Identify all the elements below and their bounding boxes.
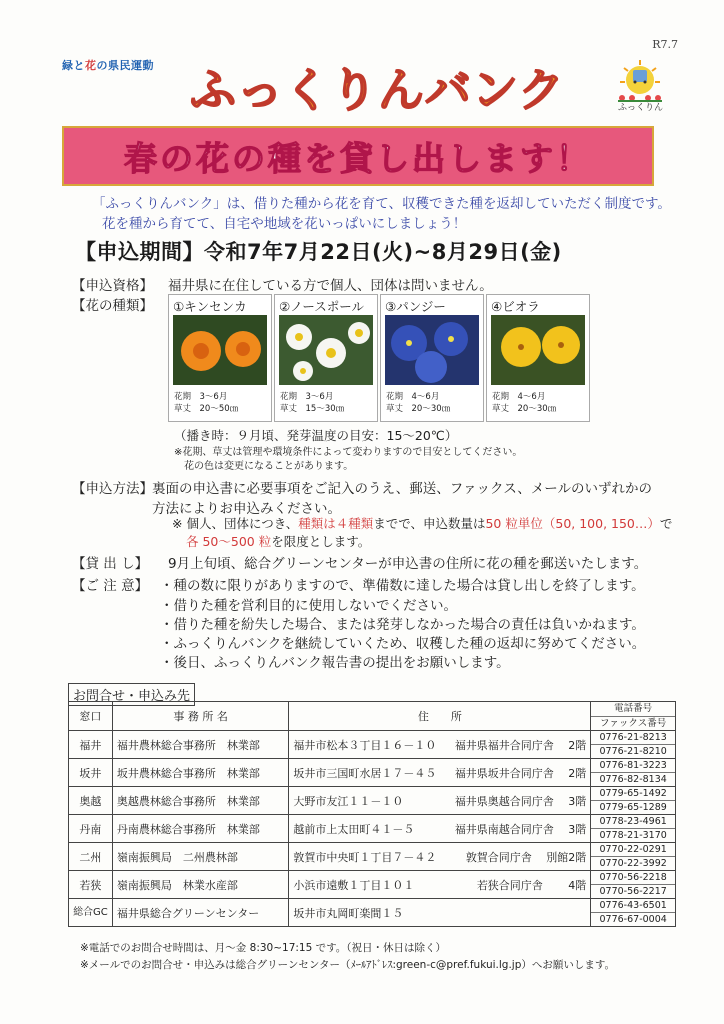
header-tel-fax [591,702,676,731]
contact-table [68,701,676,927]
flower-height: 草丈 20～30㎝ [386,404,451,414]
flower-period: 花期 4～6月 [492,392,546,402]
row-tel-fax [591,759,676,787]
contact-note-email: ※メールでのお問合せ・申込みは総合グリーンセンター（ﾒｰﾙｱﾄﾞﾚｽ:green-c@pref.fukui.lg.jp）へお願いします。 [80,959,616,971]
table-row [69,843,676,871]
row-window: 丹南 [69,815,113,843]
flower-note-1: ※花期、草丈は管理や環境条件によって変わりますので目安としてください。 [174,447,523,458]
method-seed-unit: 50 粒単位（50, 100, 150…） [485,516,660,531]
caution-item: ・借りた種を紛失した場合、または発芽しなかった場合の責任は負いかねます。 [160,617,645,633]
page-title: ふっくりんバンク [190,63,566,117]
row-tel: 0776-43-6501 [591,899,675,913]
row-building: 若狭合同庁舎 4階 [476,878,587,892]
row-building: 福井県福井合同庁舎 2階 [454,738,587,752]
row-fax: 0770-22-3992 [599,858,667,869]
header-tel: 電話番号 [591,702,675,717]
table-row [69,899,676,927]
row-address-cell [289,899,591,927]
row-tel-fax [591,731,676,759]
flower-period: 花期 4～6月 [386,392,440,402]
row-office: 嶺南振興局 二州農林部 [112,843,288,871]
row-address: 敦賀市中央町１丁目７－４２ [293,850,437,864]
flower-height: 草丈 15～30㎝ [280,404,345,414]
row-address-cell [289,787,591,815]
row-fax: 0776-82-8134 [599,774,667,785]
eligibility-label: 【申込資格】 [72,278,153,294]
flower-name: ④ビオラ [491,299,540,314]
header-address: 住 所 [289,702,591,731]
campaign-tag-flower: 花 [85,59,97,72]
row-window: 総合GC [69,899,113,927]
eligibility-text: 福井県に在住している方で個人、団体は問いません。 [168,278,493,294]
row-office: 奥越農林総合事務所 林業部 [112,787,288,815]
flower-card-viola [486,294,590,422]
row-tel-fax [591,899,676,927]
row-address-cell [289,815,591,843]
northpole-photo-icon [279,315,373,385]
method-seed-limit: 各 50～500 粒 [186,534,272,549]
flower-height: 草丈 20～30㎝ [492,404,557,414]
flower-name: ②ノースポール [279,299,364,314]
method-line-4 [186,532,370,550]
row-window: 坂井 [69,759,113,787]
intro-line-2: 花を種から育てて、自宅や地域を花いっぱいにしましょう！ [102,216,467,232]
row-window: 奥越 [69,787,113,815]
row-building: 福井県奥越合同庁舎 3階 [454,794,587,808]
row-office: 丹南農林総合事務所 林業部 [112,815,288,843]
contact-note-phone: ※電話でのお問合せ時間は、月～金 8:30~17:15 です。（祝日・休日は除く） [80,942,447,954]
flower-name: ③パンジー [385,299,446,314]
pansy-photo-icon [385,315,479,385]
flower-card-northpole [274,294,378,422]
method-line-1: 裏面の申込書に必要事項をご記入のうえ、郵送、ファックス、メールのいずれかの [152,481,653,497]
flower-period: 花期 3～6月 [174,392,228,402]
row-office: 坂井農林総合事務所 林業部 [112,759,288,787]
row-tel: 0776-81-3223 [591,759,675,773]
flower-height: 草丈 20～50㎝ [174,404,239,414]
row-address: 福井市松本３丁目１６－１０ [293,738,437,752]
table-row [69,759,676,787]
table-row [69,871,676,899]
flower-period: 花期 3～6月 [280,392,334,402]
flower-types-label: 【花の種類】 [72,298,153,314]
table-row [69,815,676,843]
lending-label: 【貸 出 し】 [72,556,149,572]
row-office: 福井農林総合事務所 林業部 [112,731,288,759]
caution-item: ・種の数に限りがありますので、準備数に達した場合は貸し出しを終了します。 [160,578,645,594]
method-line-4-suffix: を限度とします。 [271,534,371,549]
row-window: 二州 [69,843,113,871]
row-address: 小浜市遠敷１丁目１０１ [293,878,415,892]
flower-note-2: 花の色は変更になることがあります。 [184,461,354,472]
row-fax: 0776-67-0004 [599,914,667,925]
application-period: 【申込期間】令和7年7月22日(火)~8月29日(金) [75,240,562,264]
row-window: 若狭 [69,871,113,899]
row-fax: 0779-65-1289 [599,802,667,813]
table-header-row [69,702,676,731]
cautions-label: 【ご 注 意】 [72,578,149,594]
row-address: 坂井市丸岡町楽間１５ [293,906,404,920]
table-row [69,731,676,759]
method-line-3-suffix: で [659,516,673,531]
caution-item: ・借りた種を営利目的に使用しないでください。 [160,598,457,614]
method-line-3 [172,514,672,532]
row-address: 大野市友江１１－１０ [293,794,404,808]
row-tel-fax [591,815,676,843]
flower-card-kinsenka [168,294,272,422]
row-fax: 0778-21-3170 [599,830,667,841]
row-window: 福井 [69,731,113,759]
sowing-info: （播き時：９月頃、発芽温度の目安：15～20℃） [174,428,458,443]
header-fax: ファックス番号 [600,718,667,729]
row-fax: 0776-21-8210 [599,746,667,757]
method-line-3-prefix: ※ 個人、団体につき、 [172,516,299,531]
row-address: 坂井市三国町水居１７－４５ [293,766,437,780]
row-address-cell [289,871,591,899]
row-address-cell [289,759,591,787]
caution-item: ・後日、ふっくりんバンク報告書の提出をお願いします。 [160,655,510,671]
campaign-tag-rest: の県民運動 [96,59,154,72]
contact-title: お問合せ・申込み先 [68,683,195,706]
table-row [69,787,676,815]
intro-line-1: 「ふっくりんバンク」は、借りた種から花を育て、収穫できた種を返却していただく制度です。 [92,196,671,212]
row-address-cell [289,731,591,759]
row-tel: 0770-22-0291 [591,843,675,857]
flower-name: ①キンセンカ [173,299,247,314]
row-tel: 0770-56-2218 [591,871,675,885]
banner-text: 春の花の種を貸し出します！ [124,138,592,178]
row-address: 越前市上太田町４１－５ [293,822,415,836]
method-line-3-mid: までで、申込数量は [373,516,486,531]
row-tel-fax [591,843,676,871]
campaign-tag-green: 緑と [62,59,85,72]
row-tel: 0776-21-8213 [591,731,675,745]
caution-item: ・ふっくりんバンクを継続していくため、収穫した種の返却に努めてください。 [160,636,646,652]
method-kinds-limit: 種類は４種類 [298,516,374,531]
row-building: 敦賀合同庁舎 別館2階 [465,850,587,864]
row-building: 福井県南越合同庁舎 3階 [454,822,587,836]
kinsenka-photo-icon [173,315,267,385]
header-window: 窓口 [69,702,113,731]
row-tel: 0778-23-4961 [591,815,675,829]
method-line-2: 方法によりお申込みください。 [152,501,341,517]
campaign-tag [62,57,154,73]
viola-photo-icon [491,315,585,385]
row-office: 嶺南振興局 林業水産部 [112,871,288,899]
row-fax: 0770-56-2217 [599,886,667,897]
row-address-cell [289,843,591,871]
row-building: 福井県坂井合同庁舎 2階 [454,766,587,780]
mascot-label: ふっくりん [618,103,664,113]
row-office: 福井県総合グリーンセンター [112,899,288,927]
row-tel-fax [591,871,676,899]
document-date: R7.7 [652,38,678,51]
method-label: 【申込方法】 [72,481,153,497]
lending-text: 9月上旬頃、総合グリーンセンターが申込書の住所に花の種を郵送いたします。 [168,556,648,572]
banner [62,126,654,186]
flower-card-pansy [380,294,484,422]
row-tel: 0779-65-1492 [591,787,675,801]
row-tel-fax [591,787,676,815]
header-office: 事 務 所 名 [112,702,288,731]
